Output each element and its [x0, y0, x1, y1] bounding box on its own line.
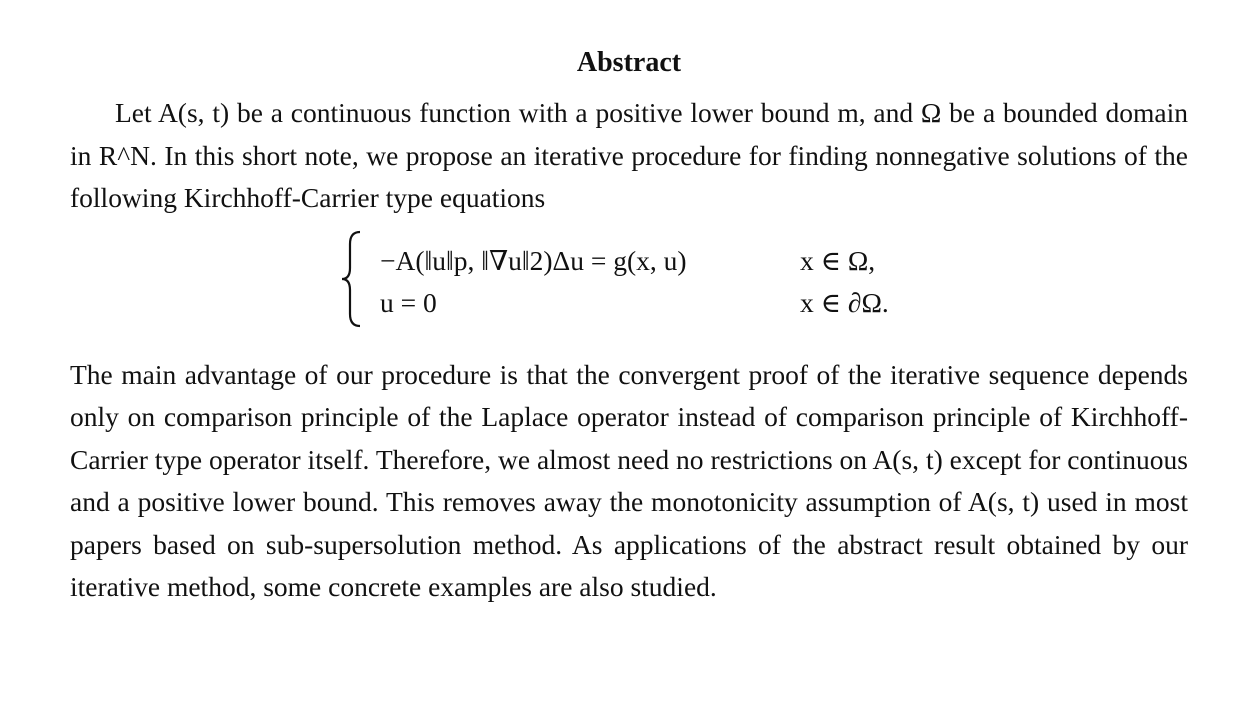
abstract-paragraph-1: Let A(s, t) be a continuous function with a positive lower bound m, and Ω be a bounded domain in R^N. In this short note, we propose an iterative procedure for finding nonnegative solutions of the following Kirchhoff-Carrier type equations — [70, 97, 1188, 213]
equation-condition-1: x ∈ Ω, — [800, 244, 876, 276]
abstract-section — [70, 38, 1188, 609]
kirchhoff-carrier-equation — [70, 220, 1188, 346]
left-brace-icon — [340, 230, 364, 328]
equation-line-1: −A(‖u‖p, ‖∇u‖2)Δu = g(x, u) — [380, 244, 687, 276]
equation-line-2: u = 0 — [380, 286, 437, 318]
abstract-paragraph-2: The main advantage of our procedure is that the convergent proof of the iterative sequence depends only on comparison principle of the Laplace operator instead of comparison principle of Kirchhoff-Carrier type operator itself. Therefore, we almost need no restrictions on A(s, t) except for continuous and a positive lower bound. This removes away the monotonicity assumption of A(s, t) used in most papers based on sub-supersolution method. As applications of the abstract result obtained by our iterative method, some concrete examples are also studied. — [70, 358, 1188, 602]
abstract-title: Abstract — [576, 47, 682, 78]
equation-condition-2: x ∈ ∂Ω. — [800, 286, 889, 318]
